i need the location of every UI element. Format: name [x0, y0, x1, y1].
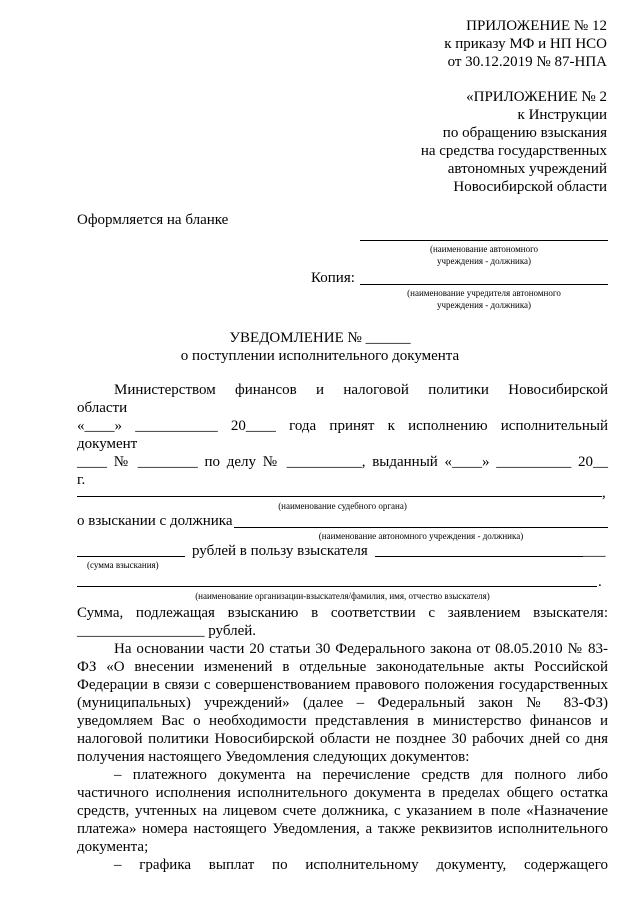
copy-label: Копия:	[311, 270, 355, 286]
sum-line: Сумма, подлежащая взысканию в соответствии с заявлением взыскателя:	[77, 605, 608, 621]
copy-line	[360, 284, 608, 285]
form-line-2: «____» ___________ 20____ года принят к исполнению исполнительный	[77, 418, 608, 434]
addressee-line	[360, 240, 608, 241]
form-line-3: ____ № ________ по делу № __________, выданный «____» __________ 20__	[77, 454, 608, 470]
appendix-date: от 30.12.2019 № 87-НПА	[447, 54, 607, 70]
court-comma: ,	[602, 485, 606, 501]
form-line-2b: документ	[77, 436, 138, 452]
court-caption: (наименование судебного органа)	[278, 501, 407, 511]
list-item-2: – графика выплат по исполнительному документу, содержащего	[114, 857, 608, 873]
appendix-number: ПРИЛОЖЕНИЕ № 12	[466, 18, 607, 34]
addressee-caption-2: учреждения - должника)	[436, 256, 532, 266]
inner-appendix-line5: автономных учреждений	[447, 161, 607, 177]
amount-caption: (сумма взыскания)	[87, 560, 159, 570]
copy-caption-2: учреждения - должника)	[436, 300, 532, 310]
debtor-caption: (наименование автономного учреждения - должника)	[318, 531, 524, 541]
inner-appendix-line4: на средства государственных	[420, 143, 607, 159]
list-item-1: – платежного документа на перечисление средств для полного либо частичного исполнения исполнительного документа в пределах общего остатка средств, учтенных на лицевом счете должника, с указанием в поле «Назначение платежа» номера настоящего Уведомления, а также реквизитов исполнительного документа;	[77, 767, 608, 855]
form-line-1: Министерством финансов и налоговой политики Новосибирской	[114, 382, 608, 398]
amount-tail: ___	[583, 543, 606, 559]
document-subtitle: о поступлении исполнительного документа	[180, 348, 460, 364]
debtor-line	[234, 527, 608, 528]
body-paragraph: На основании части 20 статьи 30 Федерального закона от 08.05.2010 № 83-ФЗ «О внесении изменений в отдельные законодательные акты Российской Федерации в связи с совершенствованием правового положения государственных (муниципальных) учреждений» (далее – Федеральный закон № 83-ФЗ) уведомляем Вас о необходимости представления в министерство финансов и налоговой политики Новосибирской области не позднее 30 рабочих дней со дня получения настоящего Уведомления следующих документов:	[77, 641, 608, 765]
claimant-caption: (наименование организации-взыскателя/фамилия, имя, отчество взыскателя)	[195, 591, 490, 601]
form-line-3b: г.	[77, 472, 86, 488]
appendix-order: к приказу МФ и НП НСО	[444, 36, 607, 52]
inner-appendix-line3: по обращению взыскания	[442, 125, 607, 141]
claimant-line-1	[375, 556, 583, 557]
amount-text: рублей в пользу взыскателя	[192, 543, 368, 559]
court-line	[77, 496, 602, 497]
addressee-caption-1: (наименование автономного	[429, 244, 539, 254]
amount-line	[77, 556, 185, 557]
blank-note: Оформляется на бланке	[77, 212, 229, 228]
inner-appendix-number: «ПРИЛОЖЕНИЕ № 2	[466, 89, 607, 105]
claimant-line-2	[77, 586, 597, 587]
inner-appendix-line6: Новосибирской области	[453, 179, 607, 195]
claimant-period: .	[598, 574, 602, 590]
inner-appendix-line2: к Инструкции	[517, 107, 607, 123]
copy-caption-1: (наименование учредителя автономного	[407, 288, 561, 298]
document-title: УВЕДОМЛЕНИЕ № ______	[229, 330, 411, 346]
form-line-1b: области	[77, 400, 128, 416]
debtor-label: о взыскании с должника	[77, 513, 233, 529]
sum-tail: _________________ рублей.	[77, 623, 257, 639]
